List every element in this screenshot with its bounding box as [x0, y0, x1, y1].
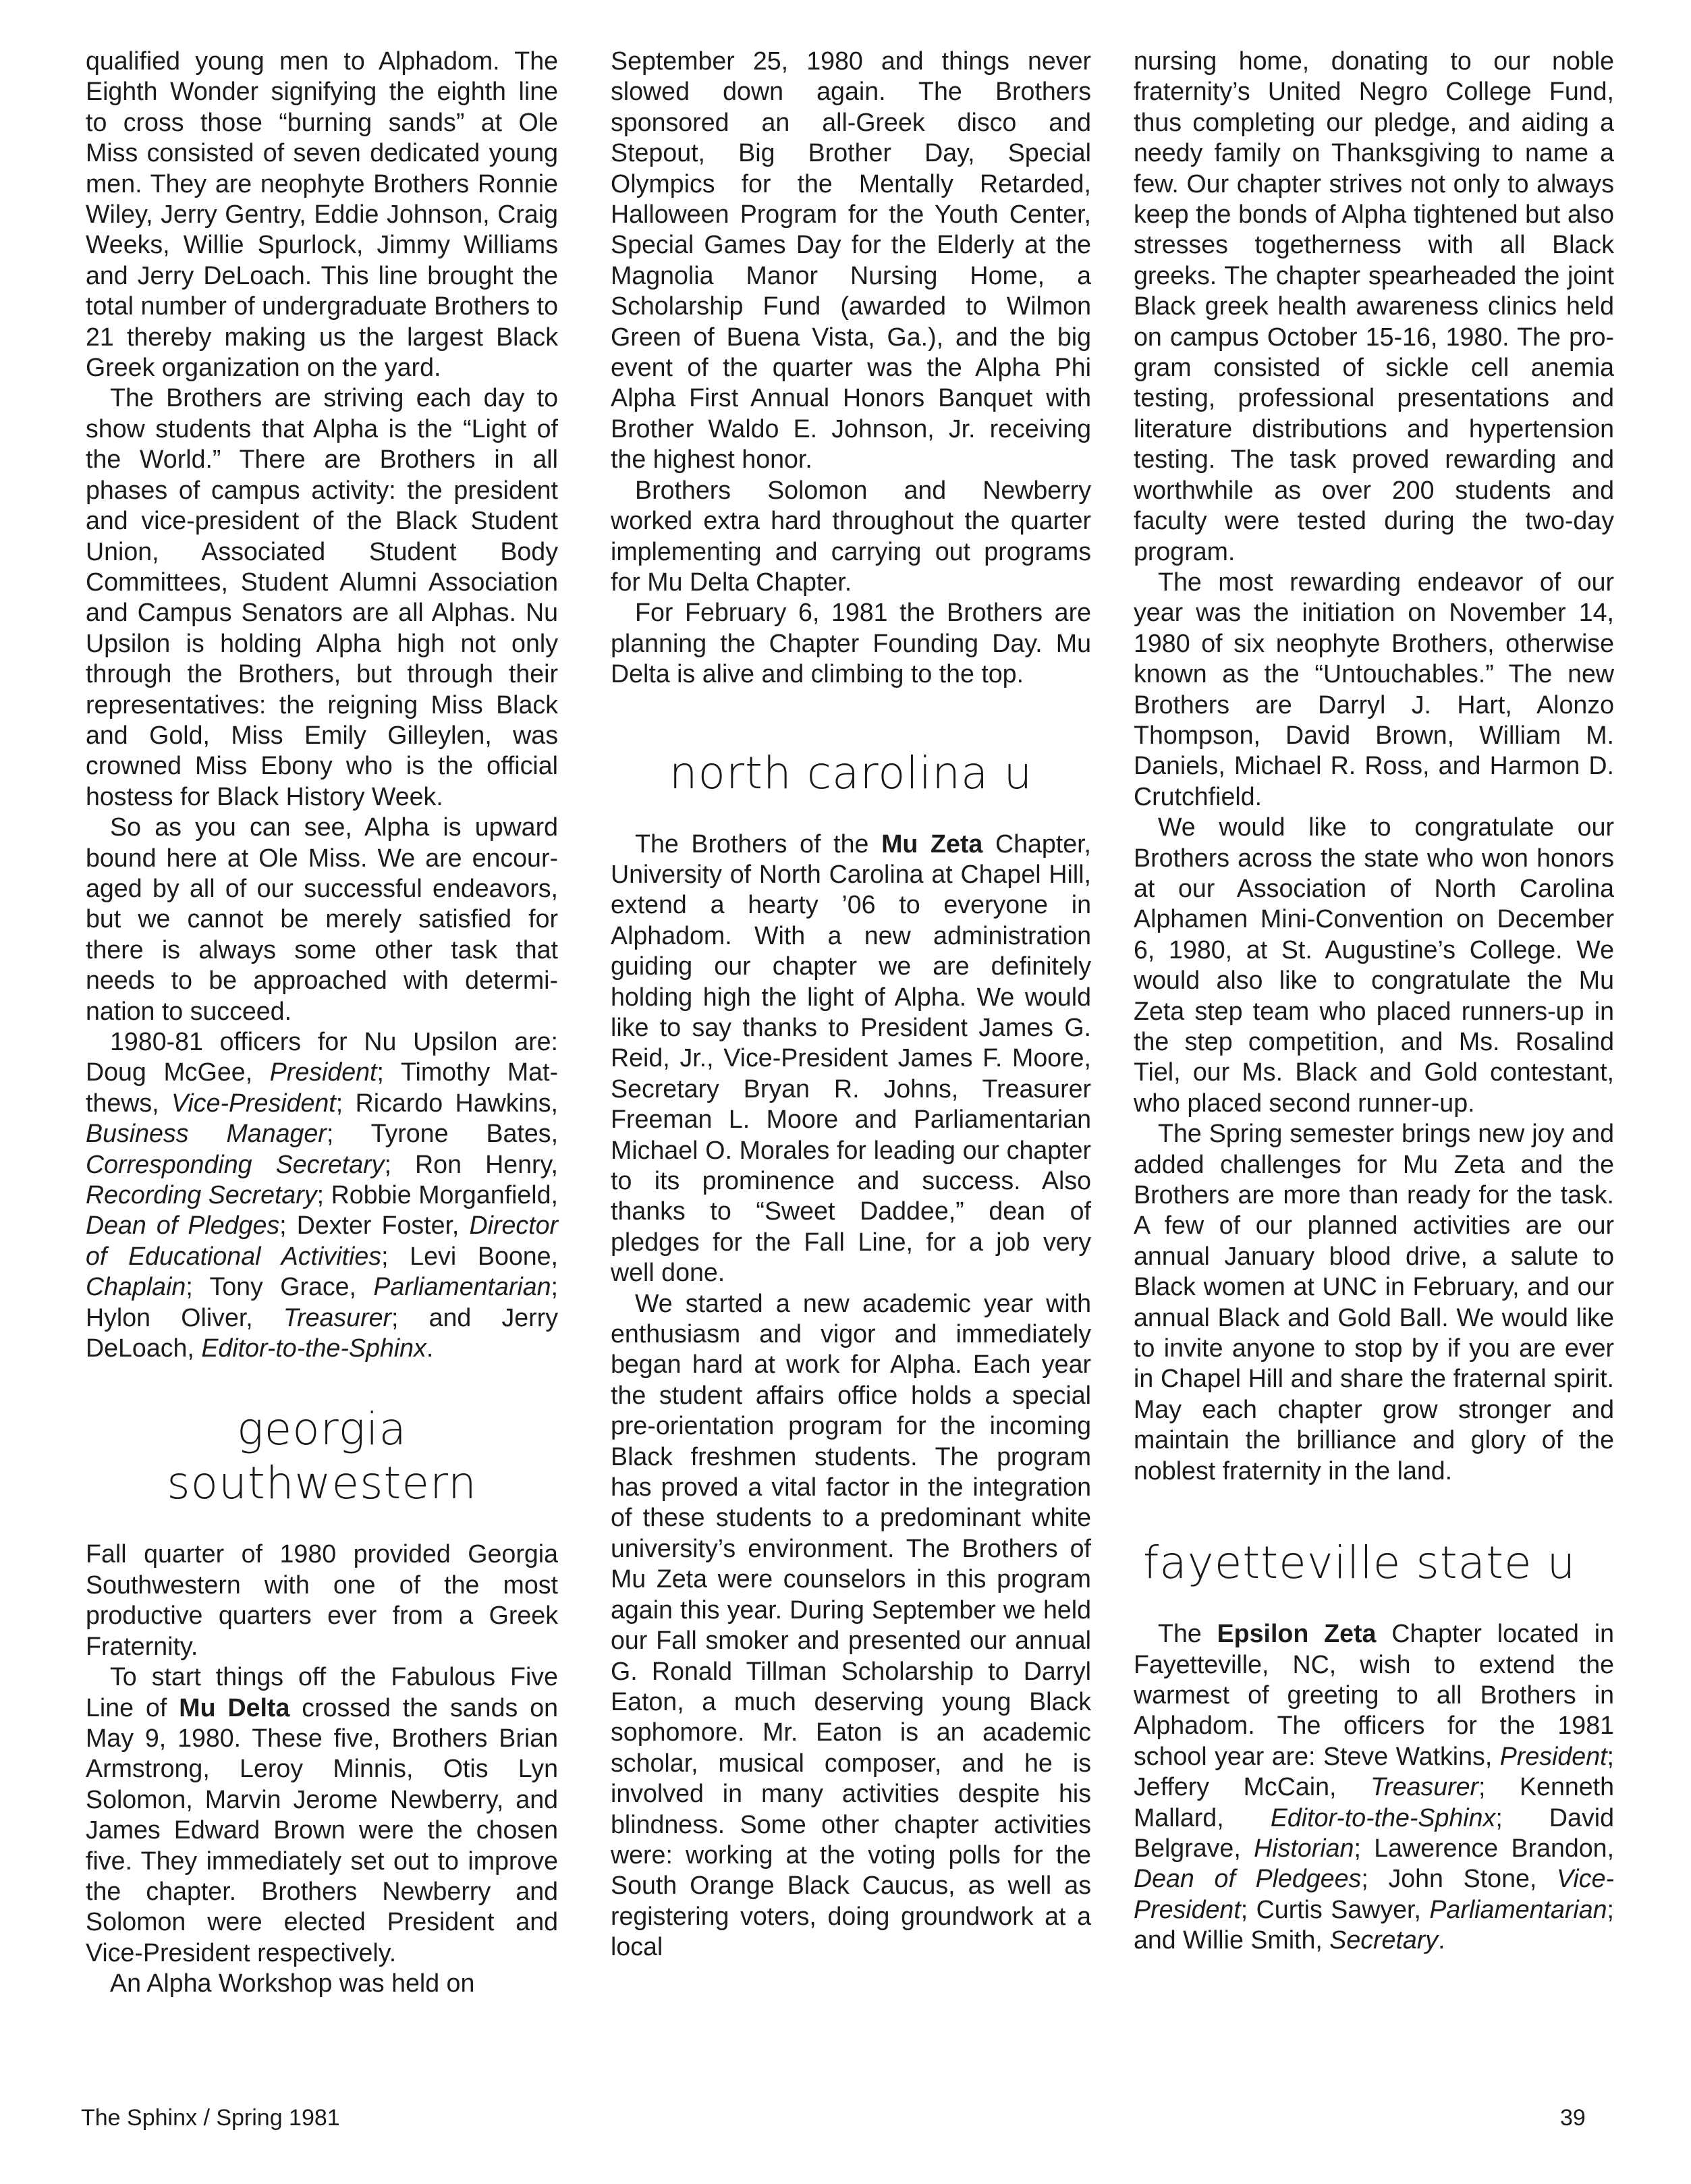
text-run: ; and Willie Smith,: [1134, 1894, 1614, 1955]
column-left: [86, 46, 558, 1999]
text-run: The Brothers of the: [635, 829, 882, 858]
officer-role: Secretary: [1329, 1926, 1439, 1955]
column-middle: [611, 46, 1091, 1963]
officer-role: Business Manager: [86, 1119, 327, 1148]
north-carolina-paragraph-3: The most rewarding endeavor of our year was the initiation on November 14, 1980 of six neophyte Brothers, otherwise known as the “Untouchables.” The new Brothers are Darryl J. Hart, Alonzo Thompson, David Brown, William M. Daniels, Michael R. Ross, and Harmon D. Crutchfield.: [1134, 567, 1614, 811]
text-run: ; Dexter Foster,: [279, 1211, 470, 1240]
georgia-paragraph-3: An Alpha Workshop was held on: [110, 1969, 475, 1998]
officer-role: Vice-President: [1134, 1864, 1614, 1923]
officer-role: Editor-to-the-Sphinx: [1270, 1803, 1496, 1832]
officer-role: Recording Secretary: [86, 1180, 317, 1209]
section-heading-north-carolina: north carolina u: [669, 746, 1033, 799]
text-run: ; and Jerry DeLoach,: [86, 1303, 559, 1363]
text-run: ; Curtis Sawyer,: [1240, 1894, 1430, 1923]
georgia-paragraph-2: [86, 1662, 558, 1968]
georgia-paragraph-5: For February 6, 1981 the Brothers are planning the Chapter Founding Day. Mu Delta is alive and climbing to the top.: [611, 598, 1091, 688]
text-run: Chapter located in Fayetteville, NC, wish to extend the warmest of greeting to all Brothers in Alphadom. The officers for the 1981 school year are: Steve Watkins,: [1134, 1619, 1615, 1770]
officer-role: President: [1499, 1741, 1607, 1770]
officer-role: Treasurer: [283, 1303, 392, 1332]
text-run: The: [1158, 1619, 1217, 1648]
footer-publication: The Sphinx / Spring 1981: [81, 2105, 340, 2131]
officer-role: Chaplain: [86, 1272, 186, 1301]
ole-miss-paragraph-2: The Brothers are striving each day to show students that Alpha is the “Light of the World.” There are Brothers in all phases of campus activity: the president and vice-president of the Black Student Union, Associated Student Body Committees, Student Alumni Association and Campus Senators are all Alphas. Nu Upsilon is holding Alpha high not only through the Brothers, but through their representatives: the reigning Miss Black and Gold, Miss Emily Gilleylen, was crowned Miss Ebony who is the official hostess for Black History Week.: [86, 383, 558, 811]
georgia-paragraph-1: Fall quarter of 1980 provided Georgia Southwestern with one of the most productive quarters ever from a Greek Fraternity.: [86, 1539, 558, 1660]
officer-role: Dean of Pledgees: [1134, 1864, 1362, 1893]
officer-role: Editor-to-the-Sphinx: [201, 1334, 426, 1363]
chapter-name: Mu Zeta: [881, 829, 983, 858]
georgia-paragraph-4: Brothers Solomon and Newberry worked extra hard throughout the quarter implementing and carrying out programs for Mu Delta Chapter.: [611, 475, 1091, 596]
text-run: ; Levi Boone,: [381, 1241, 558, 1270]
text-run: Chapter, University of North Carolina at Chapel Hill, extend a hearty ’06 to everyone in Alphadom. With a new administration guiding our chapter we are definitely holding high the light of Alpha. We would like to say thanks to President James G. Reid, Jr., Vice-President James F. Moore, Secretary Bryan R. Johns, Treasurer Freeman L. Moore and Parliamentarian Michael O. Morales for leading our chapter to its prominence and success. Also thanks to “Sweet Daddee,” dean of pledges for the Fall Line, for a job very well done.: [611, 829, 1091, 1287]
officer-role: Director of Educational Activities: [86, 1211, 558, 1270]
officer-role: Treasurer: [1370, 1772, 1479, 1801]
officer-role: Dean of Pledges: [86, 1211, 280, 1240]
text-run: ; Tony Grace,: [186, 1272, 374, 1301]
page-number: 39: [1560, 2105, 1586, 2131]
text-run: ; Jeffery McCain,: [1134, 1741, 1614, 1801]
text-run: crossed the sands on May 9, 1980. These five, Brothers Brian Armstrong, Leroy Minnis, Otis Lyn Solomon, Marvin Jerome Newberry, and James Edward Brown were the chosen five. They immediately set out to improve the chapter. Brothers Newberry and Solomon were elected President and Vice-President respectively.: [86, 1693, 558, 1967]
text-run: .: [426, 1334, 434, 1363]
text-run: 1980-81 officers for Nu Upsilon are: Doug McGee,: [86, 1027, 558, 1087]
text-run: ; Lawerence Brandon,: [1354, 1833, 1615, 1862]
north-carolina-paragraph-4: We would like to congratulate our Brothers across the state who won honors at our Association of North Carolina Alphamen Mini-Convention on December 6, 1980, at St. Augustine’s College. We would also like to congratulate the Mu Zeta step team who placed runners-up in the step competition, and Ms. Rosalind Tiel, our Ms. Black and Gold contestant, who placed second runner-up.: [1134, 813, 1614, 1117]
heading-line-1: georgia: [237, 1403, 407, 1456]
north-carolina-paragraph-5: The Spring semester brings new joy and added challenges for Mu Zeta and the Brothers are more than ready for the task. A few of our planned activities are our annual January blood drive, a salute to Black women at UNC in February, and our annual Black and Gold Ball. We would like to invite anyone to stop by if you are ever in Chapel Hill and share the fraternal spirit. May each chapter grow stronger and maintain the brilliance and glory of the noblest fraternity in the land.: [1134, 1119, 1614, 1485]
officer-role: President: [269, 1058, 377, 1087]
officer-role: Historian: [1254, 1833, 1354, 1862]
text-run: ; Robbie Morganfield,: [316, 1180, 558, 1209]
north-carolina-paragraph-continued: nursing home, donating to our noble fraternity’s United Negro College Fund, thus completing our pledge, and aiding a needy family on Thanksgiving to name a few. Our chapter strives not only to always keep the bonds of Alpha tightened but also stresses togetherness with all Black greeks. The chapter spearheaded the joint Black greek health awareness clinics held on campus October 15-16, 1980. The program consisted of sickle cell anemia testing, professional presentations and literature distributions and hypertension testing. The task proved rewarding and worthwhile as over 200 students and faculty were tested during the two-day program.: [1134, 47, 1614, 566]
text-run: ; Tyrone Bates,: [326, 1119, 559, 1148]
column-right: [1134, 46, 1614, 1956]
section-heading-georgia-southwestern: [86, 1402, 558, 1510]
text-run: ; Timothy Matthews,: [86, 1058, 558, 1117]
north-carolina-paragraph-2: We started a new academic year with enthusiasm and vigor and immediately began hard at work for Alpha. Each year the student affairs office holds a special pre-orientation program for the incoming Black freshmen students. The program has proved a vital factor in the integration of these students to a predominant white university’s environment. The Brothers of Mu Zeta were counselors in this program again this year. During September we held our Fall smoker and presented our annual G. Ronald Tillman Scholarship to Darryl Eaton, a much deserving young Black sophomore. Mr. Eaton is an academic scholar, musical composer, and he is involved in many activities despite his blindness. Some other chapter activities were: working at the voting polls for the South Orange Black Caucus, as well as registering voters, doing groundwork at a local: [611, 1288, 1091, 1961]
ole-miss-paragraph-3: So as you can see, Alpha is upward bound here at Ole Miss. We are encouraged by all of our successful endeavors, but we cannot be merely satisfied for there is always some other task that needs to be approached with determination to succeed.: [86, 813, 558, 1025]
officer-role: Parliamentarian: [373, 1272, 551, 1301]
officer-role: Vice-President: [171, 1088, 336, 1117]
fayetteville-paragraph-1: [1134, 1618, 1614, 1955]
text-run: ; Hylon Oliver,: [86, 1272, 558, 1332]
text-run: ; John Stone,: [1361, 1864, 1557, 1893]
north-carolina-paragraph-1: [611, 829, 1091, 1288]
georgia-paragraph-continued: September 25, 1980 and things never slowed down again. The Brothers sponsored an all-Greek disco and Stepout, Big Brother Day, Special Olympics for the Mentally Retarded, Halloween Program for the Youth Center, Special Games Day for the Elderly at the Magnolia Manor Nursing Home, a Scholarship Fund (awarded to Wilmon Green of Buena Vista, Ga.), and the big event of the quarter was the Alpha Phi Alpha First Annual Honors Banquet with Brother Waldo E. Johnson, Jr. receiving the highest honor.: [611, 47, 1091, 474]
officer-role: Corresponding Secretary: [86, 1149, 385, 1178]
chapter-name: Epsilon Zeta: [1217, 1619, 1377, 1648]
chapter-name: Mu Delta: [179, 1693, 290, 1722]
text-run: .: [1438, 1926, 1445, 1955]
text-run: ; Ron Henry,: [384, 1149, 558, 1178]
text-run: ; Ricardo Hawkins,: [335, 1088, 558, 1117]
text-run: ; David Belgrave,: [1134, 1803, 1614, 1862]
heading-line-2: southwestern: [167, 1457, 477, 1510]
text-run: ; Kenneth Mallard,: [1134, 1772, 1614, 1832]
ole-miss-paragraph-1: qualified young men to Alphadom. The Eighth Wonder signifying the eighth line to cross those “burning sands” at Ole Miss consisted of seven dedicated young men. They are neophyte Brothers Ronnie Wiley, Jerry Gentry, Eddie Johnson, Craig Weeks, Willie Spurlock, Jimmy Williams and Jerry DeLoach. This line brought the total number of undergraduate Brothers to 21 thereby making us the largest Black Greek organization on the yard.: [86, 47, 558, 382]
section-heading-fayetteville: fayetteville state u: [1143, 1537, 1576, 1589]
nu-upsilon-officers-paragraph: [86, 1027, 558, 1363]
text-run: To start things off the Fabulous Five Line of: [86, 1662, 558, 1722]
officer-role: Parliamentarian: [1429, 1894, 1607, 1923]
